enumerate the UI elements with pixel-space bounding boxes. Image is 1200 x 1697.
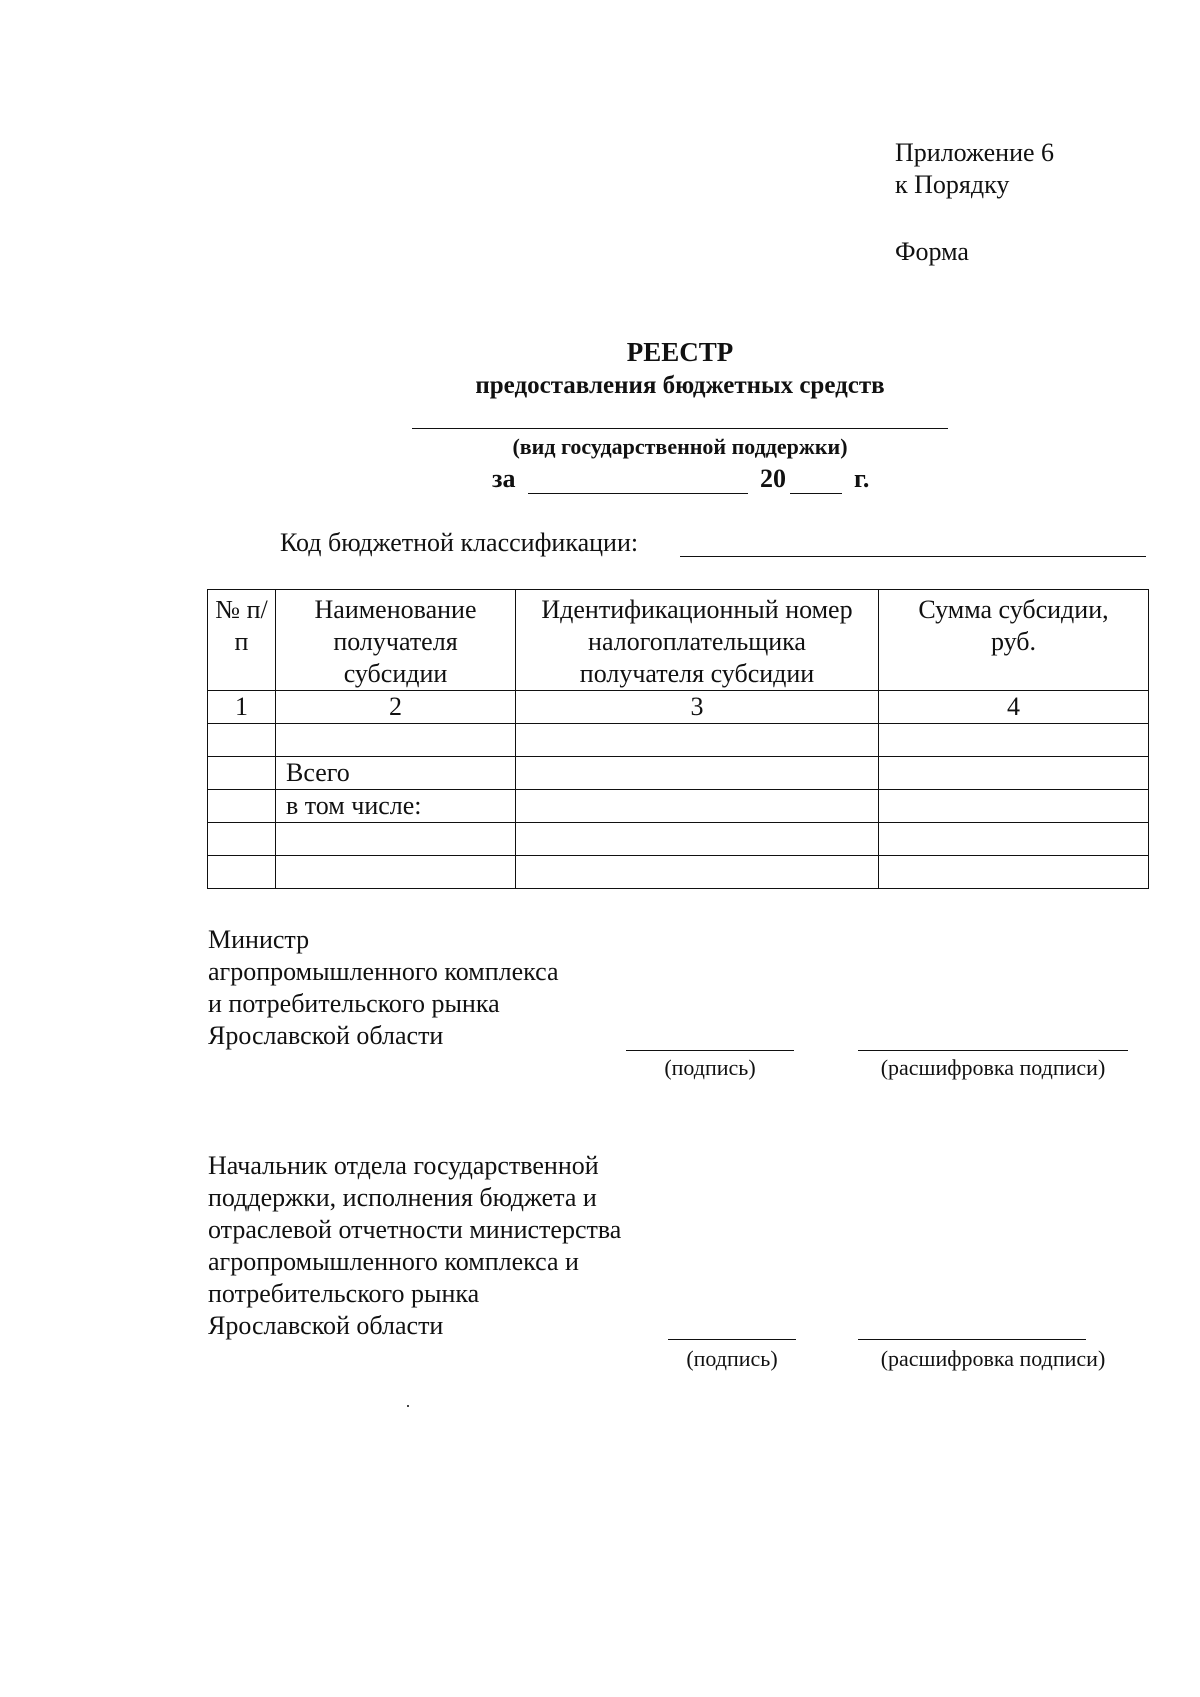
column-number-4: 4 xyxy=(879,691,1149,724)
document-title: РЕЕСТР xyxy=(626,337,734,367)
table-cell xyxy=(208,856,276,889)
table-cell xyxy=(276,823,516,856)
period-prefix: за xyxy=(492,464,516,493)
position-line: Ярославской области xyxy=(208,1311,444,1340)
table-cell xyxy=(516,724,879,757)
appendix-label: Приложение 6 xyxy=(895,138,1055,167)
table-cell xyxy=(208,757,276,790)
table-row-total xyxy=(208,757,1149,790)
table-row xyxy=(208,856,1149,889)
table-cell xyxy=(208,790,276,823)
table-cell xyxy=(879,724,1149,757)
header-taxpayer-id: Идентификационный номер налогоплательщика получателя субсидии xyxy=(516,590,879,691)
table-cell xyxy=(208,823,276,856)
table-cell xyxy=(516,856,879,889)
position-line: и потребительского рынка xyxy=(208,989,500,1018)
column-number-2: 2 xyxy=(276,691,516,724)
position-line: потребительского рынка xyxy=(208,1279,480,1308)
department-head-decoding-line xyxy=(858,1339,1086,1340)
year-prefix: 20 xyxy=(760,464,786,493)
document-subtitle: предоставления бюджетных средств xyxy=(475,372,885,399)
table-cell xyxy=(208,724,276,757)
position-line: отраслевой отчетности министерства xyxy=(208,1215,622,1244)
order-reference: к Порядку xyxy=(895,170,1010,199)
form-label: Форма xyxy=(895,237,969,266)
support-type-caption: (вид государственной поддержки) xyxy=(512,434,848,459)
position-line: Министр xyxy=(208,925,310,954)
registry-table xyxy=(207,589,1149,889)
department-head-position xyxy=(208,1150,621,1342)
budget-code-label: Код бюджетной классификации: xyxy=(280,528,639,557)
period-blank-line xyxy=(528,493,748,494)
minister-decoding-caption: (расшифровка подписи) xyxy=(880,1055,1106,1080)
support-type-blank-line xyxy=(412,428,948,429)
table-cell xyxy=(516,757,879,790)
header-recipient-name: Наименование получателя субсидии xyxy=(276,590,516,691)
table-row xyxy=(208,823,1149,856)
minister-position xyxy=(208,924,559,1052)
table-cell xyxy=(879,856,1149,889)
budget-code-blank-line xyxy=(680,556,1146,557)
table-header-row xyxy=(208,590,1149,691)
table-cell xyxy=(516,823,879,856)
position-line: агропромышленного комплекса и xyxy=(208,1247,579,1276)
table-cell xyxy=(276,724,516,757)
table-row xyxy=(208,724,1149,757)
position-line: поддержки, исполнения бюджета и xyxy=(208,1183,597,1212)
position-line: Начальник отдела государственной xyxy=(208,1151,599,1180)
including-label: в том числе: xyxy=(276,790,516,823)
department-head-decoding-caption: (расшифровка подписи) xyxy=(880,1346,1106,1371)
column-number-3: 3 xyxy=(516,691,879,724)
table-cell xyxy=(879,790,1149,823)
department-head-signature-line xyxy=(668,1339,796,1340)
department-head-signature-caption: (подпись) xyxy=(686,1346,778,1371)
minister-signature-line xyxy=(626,1050,794,1051)
scan-speck xyxy=(407,1405,409,1407)
total-label: Всего xyxy=(276,757,516,790)
table-cell xyxy=(879,757,1149,790)
position-line: Ярославской области xyxy=(208,1021,444,1050)
table-cell xyxy=(879,823,1149,856)
table-cell xyxy=(276,856,516,889)
column-number-1: 1 xyxy=(208,691,276,724)
column-number-row xyxy=(208,691,1149,724)
header-row-number: № п/п xyxy=(208,590,276,691)
table-row-including xyxy=(208,790,1149,823)
header-subsidy-amount: Сумма субсидии, руб. xyxy=(879,590,1149,691)
table-cell xyxy=(516,790,879,823)
minister-signature-caption: (подпись) xyxy=(664,1055,756,1080)
minister-decoding-line xyxy=(858,1050,1128,1051)
position-line: агропромышленного комплекса xyxy=(208,957,559,986)
year-blank-line xyxy=(790,493,842,494)
year-suffix: г. xyxy=(854,464,870,493)
